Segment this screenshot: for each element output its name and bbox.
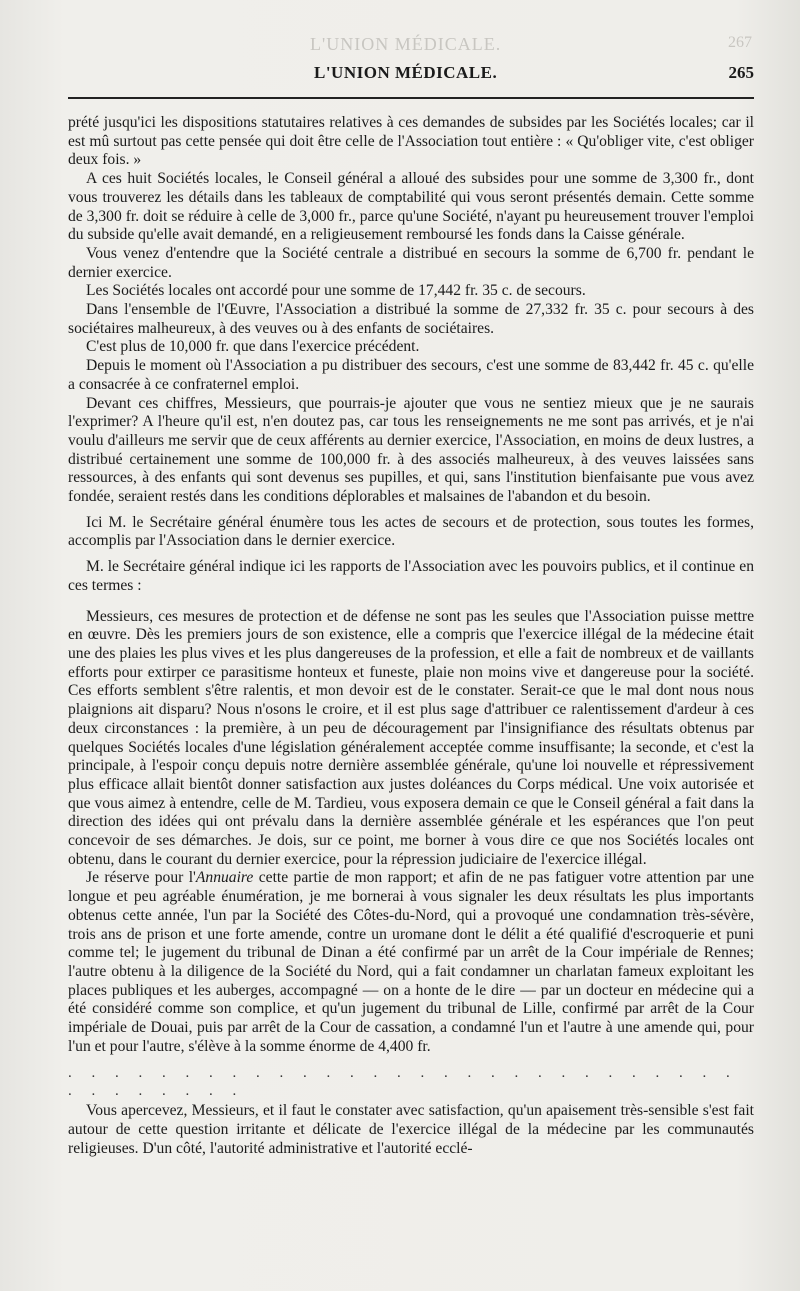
paragraph: Vous venez d'entendre que la Société centrale a distribué en secours la somme de 6,700 fr. pendant le dernier exercice.	[68, 244, 754, 281]
ellipsis-line: . . . . . . . . . . . . . . . . . . . . . . . . . . . . . . . . . . . . .	[68, 1065, 738, 1100]
speech-text: cette partie de mon rapport; et afin de ne pas fatiguer votre attention par une longue et peu agréable énumération, je me bornerai à vous signaler les deux résultats les plus importants obtenus cette année, l'un par la Société des Côtes-du-Nord, qui a provoqué une condamnation très-sévère, trois ans de prison et une forte amende, contre un uromane dont le délit a été qualifié d'escroquerie et puni comme tel; le jugement du tribunal de Dinan a été confirmé par un arrêt de la Cour impériale de Rennes; l'autre obtenu à la diligence de la Société du Nord, qui a fait condamner un charlatan fameux exploitant les places publiques et les auberges, accompagné — on a honte de le dire — par un docteur en médecine qui a été considéré comme son complice, et qu'un jugement du tribunal de Lille, confirmé par arrêt de la Cour impériale de Douai, puis par arrêt de la Cour de cassation, a condamné l'un et l'autre à une amende qui, pour l'un et pour l'autre, s'élève à la somme énorme de 4,400 fr.	[68, 869, 754, 1055]
paragraph: prété jusqu'ici les dispositions statutaires relatives à ces demandes de subsides par les Sociétés locales; car il est mû surtout pas cette pensée qui doit être celle de l'Association tout entière : « Qu'obliger vite, c'est obliger deux fois. »	[68, 114, 754, 169]
paragraph: A ces huit Sociétés locales, le Conseil général a alloué des subsides pour une somme de 3,300 fr., dont vous trouverez les détails dans les tableaux de comptabilité qui vous seront présentés demain. Cette somme de 3,300 fr. doit se réduire à celle de 3,000 fr., parce qu'une Société, n'ayant pu heureusement trouver l'emploi du subside qu'elle avait demandé, en a religieusement remboursé les fonds dans la Caisse générale.	[68, 170, 754, 244]
page-number: 265	[728, 63, 754, 82]
paragraph: Dans l'ensemble de l'Œuvre, l'Association a distribué la somme de 27,332 fr. 35 c. pour secours à des sociétaires malheureux, à des veuves ou à des enfants de sociétaires.	[68, 301, 754, 337]
narration-paragraph: Ici M. le Secrétaire général énumère tous les actes de secours et de protection, sous toutes les formes, accomplis par l'Association dans le dernier exercice.	[68, 513, 754, 550]
paragraph: C'est plus de 10,000 fr. que dans l'exercice précédent.	[86, 338, 420, 356]
annuaire-title: Annuaire	[195, 869, 254, 887]
narration-paragraph: M. le Secrétaire général indique ici les rapports de l'Association avec les pouvoirs publics, et il continue en ces termes :	[68, 558, 754, 594]
page-body	[68, 92, 754, 1159]
speech-text: Je réserve pour l'	[86, 869, 196, 887]
page-header	[68, 0, 754, 92]
speech-paragraph: Messieurs, ces mesures de protection et de défense ne sont pas les seules que l'Association puisse mettre en œuvre. Dès les premiers jours de son existence, elle a compris que l'exercice illégal de la médecine était une des plaies les plus vives et les plus dangereuses de la profession, et elle a fait de nombreux et de vaillants efforts pour extirper ce parasitisme honteux et funeste, plaie non moins vive et dangereuse pour la société. Ces efforts semblent s'être ralentis, et mon devoir est de le constater. Serait-ce que le mal dont nous nous plaignions ait disparu? Nous n'osons le croire, et il est plus sage d'attribuer ce ralentissement d'ardeur à ces deux circonstances : la première, à un peu de découragement par l'insignifiance des résultats obtenus par quelques Sociétés locales d'une législation généralement acceptée comme insuffisante; la seconde, et c'est la principale, à l'espoir conçu depuis notre dernière assemblée générale, qu'une loi nouvelle et répressivement plus efficace allait bientôt donner satisfaction aux justes doléances du Corps médical. Une voix autorisée et que vous aimez à entendre, celle de M. Tardieu, vous exposera demain ce que le Conseil général a fait dans la direction des idées qui ont prévalu dans la dernière assemblée générale et les espérances que l'on peut concevoir de ses démarches. Je dois, sur ce point, me borner à vous dire ce que nos Sociétés locales ont obtenu, dans le courant du dernier exercice, pour la répression judiciaire de l'exercice illégal.	[68, 607, 754, 868]
speech-paragraph	[68, 869, 754, 1056]
bleed-through-page-number: 267	[728, 34, 752, 51]
running-title: L'UNION MÉDICALE.	[314, 63, 498, 82]
speech-paragraph: Vous apercevez, Messieurs, et il faut le constater avec satisfaction, qu'un apaisement très-sensible s'est fait autour de cette question irritante et délicate de l'exercice illégal de la médecine par les communautés religieuses. D'un côté, l'autorité administrative et l'autorité ecclé-	[68, 1102, 754, 1157]
paragraph: Les Sociétés locales ont accordé pour une somme de 17,442 fr. 35 c. de secours.	[86, 282, 586, 300]
bleed-through-title: L'UNION MÉDICALE.	[310, 34, 502, 54]
paragraph: Devant ces chiffres, Messieurs, que pourrais-je ajouter que vous ne sentiez mieux que je ne saurais l'exprimer? A l'heure qu'il est, n'en doutez pas, car tous les renseignements ne me sont pas arrivés, et je n'ai voulu d'ailleurs me servir que de ceux afférents au dernier exercice, l'Association, en moins de deux lustres, a distribué certainement une somme de 100,000 fr. à des associés malheureux, à des veuves laissées sans ressources, à des enfants qui sont devenus ses pupilles, et qui, sans l'institution bienfaisante pue vous avez fondée, seraient restés dans les conditions déplorables et malsaines de l'abandon et du besoin.	[68, 394, 754, 506]
header-rule	[68, 97, 754, 99]
paragraph: Depuis le moment où l'Association a pu distribuer des secours, c'est une somme de 83,442 fr. 45 c. qu'elle a consacrée à ce confraternel emploi.	[68, 357, 754, 393]
